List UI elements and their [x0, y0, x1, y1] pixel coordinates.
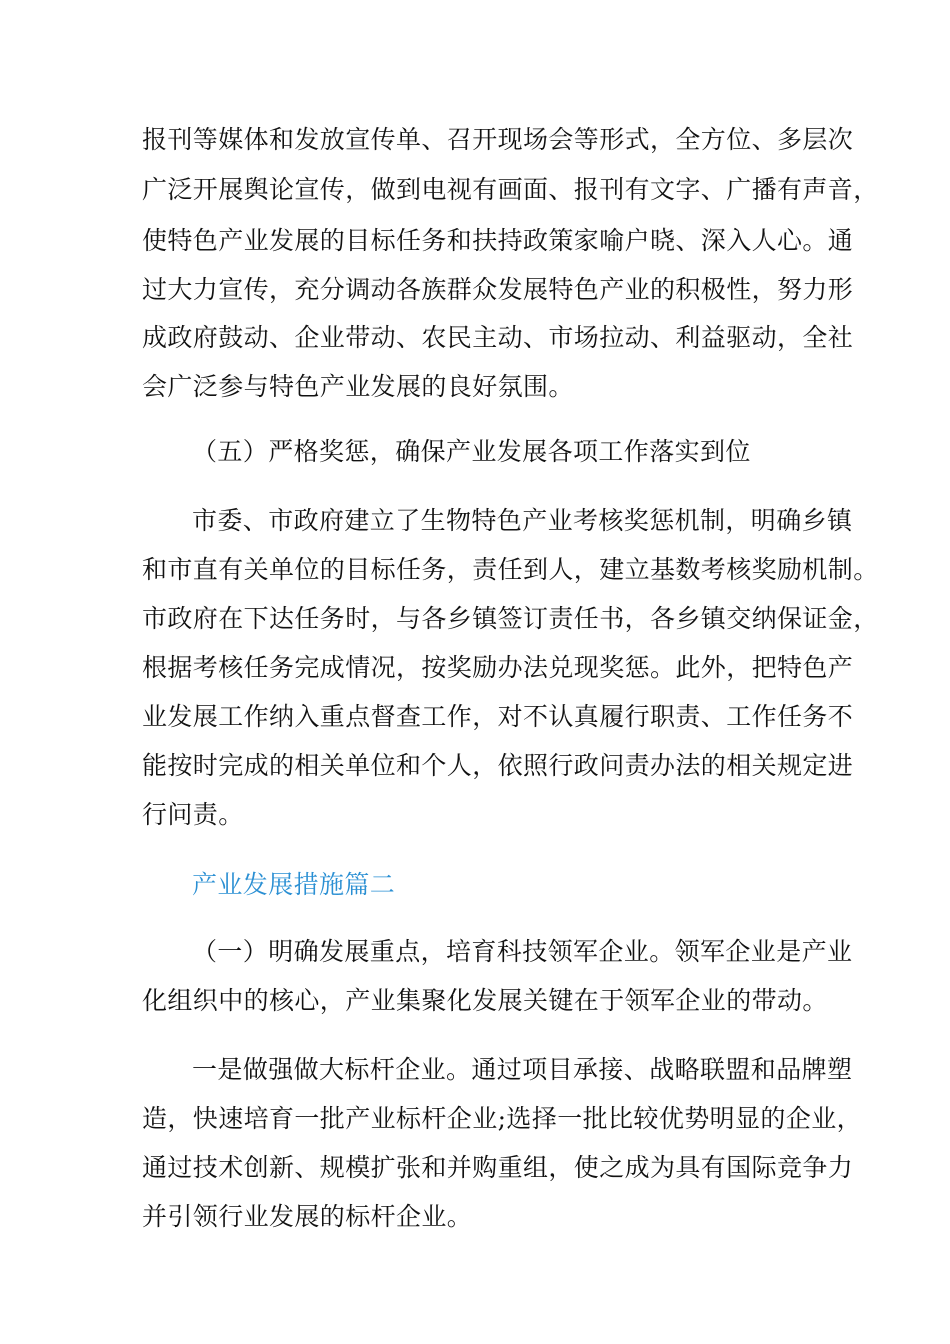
text-line: 市委、市政府建立了生物特色产业考核奖惩机制，明确乡镇 — [192, 506, 853, 535]
text-line: （一）明确发展重点，培育科技领军企业。领军企业是产业 — [192, 937, 853, 966]
text-line: 根据考核任务完成情况，按奖励办法兑现奖惩。此外，把特色产 — [142, 653, 854, 682]
text-line: 成政府鼓动、企业带动、农民主动、市场拉动、利益驱动，全社 — [142, 323, 854, 352]
text-line: （五）严格奖惩，确保产业发展各项工作落实到位 — [192, 437, 751, 466]
text-line: 过大力宣传，充分调动各族群众发展特色产业的积极性，努力形 — [142, 275, 854, 304]
text-line: 造，快速培育一批产业标杆企业;选择一批比较优势明显的企业， — [142, 1104, 863, 1133]
text-line: 使特色产业发展的目标任务和扶持政策家喻户晓、深入人心。通 — [142, 226, 854, 255]
text-line: 报刊等媒体和发放宣传单、召开现场会等形式，全方位、多层次 — [142, 125, 854, 154]
text-line: 能按时完成的相关单位和个人，依照行政问责办法的相关规定进 — [142, 751, 854, 780]
text-line: 会广泛参与特色产业发展的良好氛围。 — [142, 372, 574, 401]
chapter-title: 产业发展措施篇二 — [192, 870, 396, 899]
text-line: 化组织中的核心，产业集聚化发展关键在于领军企业的带动。 — [142, 986, 828, 1015]
text-line: 和市直有关单位的目标任务，责任到人，建立基数考核奖励机制。 — [142, 555, 879, 584]
text-line: 行问责。 — [142, 800, 244, 829]
text-line: 业发展工作纳入重点督查工作，对不认真履行职责、工作任务不 — [142, 702, 854, 731]
text-line: 并引领行业发展的标杆企业。 — [142, 1202, 473, 1231]
text-line: 广泛开展舆论宣传，做到电视有画面、报刊有文字、广播有声音， — [142, 175, 879, 204]
text-line: 通过技术创新、规模扩张和并购重组，使之成为具有国际竞争力 — [142, 1153, 854, 1182]
text-line: 一是做强做大标杆企业。通过项目承接、战略联盟和品牌塑 — [192, 1055, 853, 1084]
text-line: 市政府在下达任务时，与各乡镇签订责任书，各乡镇交纳保证金， — [142, 604, 879, 633]
